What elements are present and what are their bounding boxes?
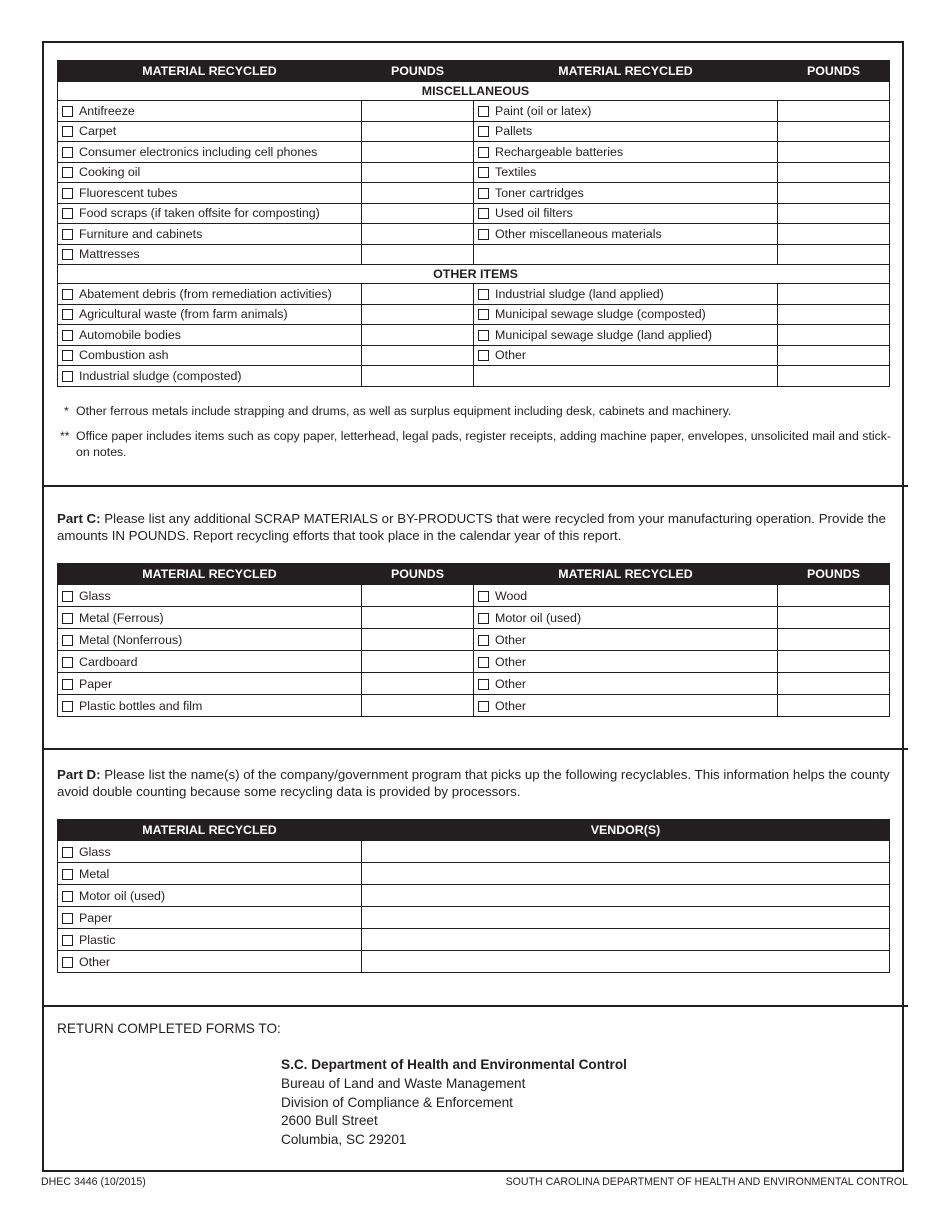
pounds-input[interactable] bbox=[362, 162, 474, 183]
table-row bbox=[58, 203, 890, 224]
material-label: Used oil filters bbox=[495, 206, 573, 221]
table-row bbox=[58, 863, 890, 885]
footer-agency: SOUTH CAROLINA DEPARTMENT OF HEALTH AND ENVIRONMENTAL CONTROL bbox=[505, 1176, 908, 1188]
material-cell bbox=[58, 863, 362, 885]
material-checkbox[interactable] bbox=[62, 613, 73, 624]
col-pounds: POUNDS bbox=[778, 61, 890, 82]
pounds-input[interactable] bbox=[778, 366, 890, 387]
part-c-label: Part C: bbox=[57, 511, 101, 526]
material-checkbox[interactable] bbox=[478, 126, 489, 137]
footnote-mark: ** bbox=[60, 429, 70, 443]
material-label: Automobile bodies bbox=[79, 327, 181, 342]
material-cell bbox=[474, 607, 778, 629]
pounds-input[interactable] bbox=[362, 244, 474, 265]
col-material-recycled: MATERIAL RECYCLED bbox=[58, 61, 362, 82]
material-checkbox[interactable] bbox=[478, 679, 489, 690]
pounds-input[interactable] bbox=[362, 304, 474, 325]
material-label: Consumer electronics including cell phones bbox=[79, 144, 318, 159]
material-checkbox[interactable] bbox=[478, 591, 489, 602]
footnote-mark: * bbox=[64, 404, 69, 418]
material-cell bbox=[58, 244, 362, 265]
material-cell bbox=[58, 585, 362, 607]
material-label: Paint (oil or latex) bbox=[495, 103, 592, 118]
section-row bbox=[58, 265, 890, 284]
table-row bbox=[58, 651, 890, 673]
material-checkbox[interactable] bbox=[478, 330, 489, 341]
material-label: Other miscellaneous materials bbox=[495, 226, 662, 241]
material-label: Motor oil (used) bbox=[495, 610, 582, 625]
material-checkbox[interactable] bbox=[62, 350, 73, 361]
pounds-input[interactable] bbox=[778, 585, 890, 607]
return-address-line: 2600 Bull Street bbox=[281, 1113, 378, 1128]
material-checkbox[interactable] bbox=[478, 350, 489, 361]
material-cell bbox=[58, 101, 362, 122]
pounds-input[interactable] bbox=[778, 304, 890, 325]
pounds-input[interactable] bbox=[362, 183, 474, 204]
table-row bbox=[58, 929, 890, 951]
material-cell bbox=[474, 162, 778, 183]
part-d-label: Part D: bbox=[57, 767, 101, 782]
section-divider bbox=[42, 1005, 908, 1007]
material-checkbox[interactable] bbox=[62, 208, 73, 219]
pounds-input[interactable] bbox=[362, 101, 474, 122]
table-row bbox=[58, 907, 890, 929]
pounds-input[interactable] bbox=[778, 325, 890, 346]
table-row bbox=[58, 673, 890, 695]
table-row bbox=[58, 885, 890, 907]
material-label: Paper bbox=[79, 676, 113, 691]
return-label: RETURN COMPLETED FORMS TO: bbox=[57, 1021, 281, 1036]
table-row bbox=[58, 325, 890, 346]
pounds-input[interactable] bbox=[362, 629, 474, 651]
table-row bbox=[58, 244, 890, 265]
material-checkbox[interactable] bbox=[62, 913, 73, 924]
section-divider bbox=[42, 485, 908, 487]
material-cell bbox=[474, 304, 778, 325]
material-cell bbox=[58, 651, 362, 673]
part-c-instructions bbox=[57, 510, 895, 544]
material-cell bbox=[474, 325, 778, 346]
footnote-ferrous bbox=[64, 403, 69, 419]
pounds-input[interactable] bbox=[778, 244, 890, 265]
section-row bbox=[58, 82, 890, 101]
pounds-input[interactable] bbox=[362, 345, 474, 366]
footnote-ferrous-text: Other ferrous metals include strapping and drums, as well as surplus equipment including desk, cabinets and machinery. bbox=[76, 404, 732, 418]
material-checkbox[interactable] bbox=[62, 847, 73, 858]
return-address-line: Columbia, SC 29201 bbox=[281, 1131, 407, 1147]
material-label: Other bbox=[495, 348, 526, 363]
material-checkbox[interactable] bbox=[62, 635, 73, 646]
pounds-input[interactable] bbox=[362, 673, 474, 695]
material-checkbox[interactable] bbox=[478, 309, 489, 320]
material-checkbox[interactable] bbox=[478, 657, 489, 668]
vendor-input[interactable] bbox=[362, 907, 890, 929]
material-checkbox[interactable] bbox=[478, 635, 489, 646]
material-checkbox[interactable] bbox=[478, 289, 489, 300]
pounds-input[interactable] bbox=[362, 203, 474, 224]
material-checkbox[interactable] bbox=[62, 126, 73, 137]
return-address-line: Bureau of Land and Waste Management bbox=[281, 1076, 526, 1091]
vendor-input[interactable] bbox=[362, 929, 890, 951]
pounds-input[interactable] bbox=[362, 325, 474, 346]
material-cell bbox=[58, 224, 362, 245]
material-label: Abatement debris (from remediation activities) bbox=[79, 286, 332, 301]
material-cell bbox=[58, 142, 362, 163]
footnote-office-paper-text: Office paper includes items such as copy paper, letterhead, legal pads, register receipts, adding machine paper, envelopes, unsolicited mail and stick-on notes. bbox=[76, 429, 891, 459]
vendor-input[interactable] bbox=[362, 863, 890, 885]
material-cell bbox=[474, 695, 778, 717]
material-cell bbox=[58, 162, 362, 183]
material-checkbox[interactable] bbox=[62, 167, 73, 178]
material-cell bbox=[474, 121, 778, 142]
material-label: Wood bbox=[495, 588, 528, 603]
material-checkbox[interactable] bbox=[62, 869, 73, 880]
pounds-input[interactable] bbox=[778, 121, 890, 142]
part-c-text: Please list any additional SCRAP MATERIALS or BY-PRODUCTS that were recycled from your manufacturing operation. Provide the amounts IN POUNDS. Report recycling efforts that took place in the calendar year of this report. bbox=[57, 511, 886, 543]
material-cell bbox=[58, 629, 362, 651]
pounds-input[interactable] bbox=[778, 162, 890, 183]
material-label: Toner cartridges bbox=[495, 185, 584, 200]
table-row bbox=[58, 951, 890, 973]
table-row bbox=[58, 607, 890, 629]
section-title: MISCELLANEOUS bbox=[58, 82, 890, 101]
table-row bbox=[58, 366, 890, 387]
table-row bbox=[58, 345, 890, 366]
material-label: Metal (Ferrous) bbox=[79, 610, 164, 625]
col-material-recycled: MATERIAL RECYCLED bbox=[58, 564, 362, 585]
material-cell bbox=[58, 183, 362, 204]
return-address-line: Division of Compliance & Enforcement bbox=[281, 1094, 513, 1110]
material-label: Fluorescent tubes bbox=[79, 185, 178, 200]
table-row bbox=[58, 695, 890, 717]
material-cell bbox=[58, 325, 362, 346]
material-label: Industrial sludge (land applied) bbox=[495, 286, 664, 301]
material-checkbox[interactable] bbox=[478, 188, 489, 199]
table-row bbox=[58, 224, 890, 245]
material-cell bbox=[474, 224, 778, 245]
material-checkbox[interactable] bbox=[478, 229, 489, 240]
pounds-input[interactable] bbox=[778, 203, 890, 224]
vendor-input[interactable] bbox=[362, 951, 890, 973]
table-row bbox=[58, 183, 890, 204]
pounds-input[interactable] bbox=[778, 224, 890, 245]
material-label: Rechargeable batteries bbox=[495, 144, 624, 159]
table-row bbox=[58, 304, 890, 325]
material-cell bbox=[58, 951, 362, 973]
material-label: Paper bbox=[79, 910, 113, 925]
material-checkbox[interactable] bbox=[478, 613, 489, 624]
vendor-table bbox=[57, 819, 890, 973]
pounds-input[interactable] bbox=[778, 651, 890, 673]
material-cell bbox=[474, 203, 778, 224]
material-checkbox[interactable] bbox=[62, 935, 73, 946]
material-cell bbox=[58, 907, 362, 929]
material-cell bbox=[58, 929, 362, 951]
material-label: Metal (Nonferrous) bbox=[79, 632, 183, 647]
pounds-input[interactable] bbox=[778, 695, 890, 717]
pounds-input[interactable] bbox=[362, 366, 474, 387]
material-checkbox[interactable] bbox=[62, 679, 73, 690]
pounds-input[interactable] bbox=[362, 695, 474, 717]
material-checkbox[interactable] bbox=[478, 106, 489, 117]
table-row bbox=[58, 841, 890, 863]
material-cell bbox=[474, 673, 778, 695]
material-cell bbox=[474, 101, 778, 122]
material-checkbox[interactable] bbox=[62, 330, 73, 341]
material-cell bbox=[474, 345, 778, 366]
material-cell bbox=[474, 284, 778, 305]
material-cell bbox=[58, 841, 362, 863]
material-cell bbox=[58, 203, 362, 224]
pounds-input[interactable] bbox=[778, 607, 890, 629]
material-cell bbox=[58, 345, 362, 366]
material-cell bbox=[474, 244, 778, 265]
part-d-instructions bbox=[57, 766, 895, 800]
pounds-input[interactable] bbox=[778, 183, 890, 204]
material-label: Mattresses bbox=[79, 247, 140, 262]
material-label: Metal bbox=[79, 866, 110, 881]
material-checkbox[interactable] bbox=[62, 591, 73, 602]
part-d-text: Please list the name(s) of the company/government program that picks up the following recyclables. This information helps the county avoid double counting because some recycling data is provided by processors. bbox=[57, 767, 890, 799]
pounds-input[interactable] bbox=[362, 284, 474, 305]
material-cell bbox=[58, 607, 362, 629]
material-checkbox[interactable] bbox=[62, 249, 73, 260]
material-checkbox[interactable] bbox=[62, 701, 73, 712]
material-label: Plastic bbox=[79, 932, 116, 947]
material-cell bbox=[474, 629, 778, 651]
material-checkbox[interactable] bbox=[62, 106, 73, 117]
col-pounds: POUNDS bbox=[362, 61, 474, 82]
material-checkbox[interactable] bbox=[62, 229, 73, 240]
material-label: Motor oil (used) bbox=[79, 888, 166, 903]
col-pounds: POUNDS bbox=[362, 564, 474, 585]
material-checkbox[interactable] bbox=[62, 657, 73, 668]
pounds-input[interactable] bbox=[778, 629, 890, 651]
material-label: Other bbox=[495, 632, 526, 647]
material-checkbox[interactable] bbox=[62, 957, 73, 968]
material-cell bbox=[58, 121, 362, 142]
table-row bbox=[58, 629, 890, 651]
material-cell bbox=[58, 284, 362, 305]
material-label: Furniture and cabinets bbox=[79, 226, 203, 241]
material-checkbox[interactable] bbox=[62, 371, 73, 382]
table-row bbox=[58, 142, 890, 163]
table-row bbox=[58, 101, 890, 122]
material-label: Food scraps (if taken offsite for composting) bbox=[79, 206, 320, 221]
col-material-recycled: MATERIAL RECYCLED bbox=[474, 564, 778, 585]
material-checkbox[interactable] bbox=[62, 147, 73, 158]
pounds-input[interactable] bbox=[778, 345, 890, 366]
material-checkbox[interactable] bbox=[62, 891, 73, 902]
table-row bbox=[58, 121, 890, 142]
material-cell bbox=[58, 885, 362, 907]
material-label: Other bbox=[495, 654, 526, 669]
col-pounds: POUNDS bbox=[778, 564, 890, 585]
material-label: Antifreeze bbox=[79, 103, 135, 118]
misc-materials-table bbox=[57, 60, 890, 387]
material-label: Glass bbox=[79, 844, 111, 859]
pounds-input[interactable] bbox=[362, 121, 474, 142]
pounds-input[interactable] bbox=[778, 142, 890, 163]
table-row bbox=[58, 162, 890, 183]
material-label: Other bbox=[79, 954, 110, 969]
material-label: Other bbox=[495, 698, 526, 713]
col-vendors: VENDOR(S) bbox=[362, 820, 890, 841]
material-label: Pallets bbox=[495, 124, 533, 139]
pounds-input[interactable] bbox=[362, 607, 474, 629]
material-checkbox[interactable] bbox=[62, 289, 73, 300]
material-checkbox[interactable] bbox=[62, 309, 73, 320]
form-id: DHEC 3446 (10/2015) bbox=[41, 1176, 146, 1188]
material-label: Municipal sewage sludge (land applied) bbox=[495, 327, 712, 342]
material-label: Cooking oil bbox=[79, 165, 141, 180]
section-divider bbox=[42, 748, 908, 750]
material-cell bbox=[58, 304, 362, 325]
material-checkbox[interactable] bbox=[478, 147, 489, 158]
material-cell bbox=[474, 651, 778, 673]
material-cell bbox=[58, 695, 362, 717]
table-row bbox=[58, 585, 890, 607]
material-label: Other bbox=[495, 676, 526, 691]
material-cell bbox=[474, 585, 778, 607]
pounds-input[interactable] bbox=[362, 224, 474, 245]
material-cell bbox=[474, 183, 778, 204]
material-label: Agricultural waste (from farm animals) bbox=[79, 307, 288, 322]
material-label: Municipal sewage sludge (composted) bbox=[495, 307, 706, 322]
material-cell bbox=[58, 673, 362, 695]
material-label: Glass bbox=[79, 588, 111, 603]
material-label: Textiles bbox=[495, 165, 537, 180]
material-checkbox[interactable] bbox=[478, 208, 489, 219]
material-cell bbox=[474, 142, 778, 163]
material-checkbox[interactable] bbox=[478, 167, 489, 178]
material-label: Plastic bottles and film bbox=[79, 698, 203, 713]
material-cell bbox=[474, 366, 778, 387]
vendor-input[interactable] bbox=[362, 841, 890, 863]
footnote-office-paper bbox=[60, 428, 70, 444]
pounds-input[interactable] bbox=[362, 142, 474, 163]
col-material-recycled: MATERIAL RECYCLED bbox=[474, 61, 778, 82]
material-label: Cardboard bbox=[79, 654, 138, 669]
material-checkbox[interactable] bbox=[478, 701, 489, 712]
return-org: S.C. Department of Health and Environmental Control bbox=[281, 1057, 627, 1072]
pounds-input[interactable] bbox=[778, 673, 890, 695]
section-title: OTHER ITEMS bbox=[58, 265, 890, 284]
material-cell bbox=[58, 366, 362, 387]
pounds-input[interactable] bbox=[362, 651, 474, 673]
pounds-input[interactable] bbox=[362, 585, 474, 607]
material-label: Carpet bbox=[79, 124, 117, 139]
col-material-recycled: MATERIAL RECYCLED bbox=[58, 820, 362, 841]
pounds-input[interactable] bbox=[778, 284, 890, 305]
material-label: Combustion ash bbox=[79, 348, 169, 363]
material-checkbox[interactable] bbox=[62, 188, 73, 199]
vendor-input[interactable] bbox=[362, 885, 890, 907]
scrap-materials-table bbox=[57, 563, 890, 717]
material-label: Industrial sludge (composted) bbox=[79, 368, 242, 383]
pounds-input[interactable] bbox=[778, 101, 890, 122]
table-row bbox=[58, 284, 890, 305]
